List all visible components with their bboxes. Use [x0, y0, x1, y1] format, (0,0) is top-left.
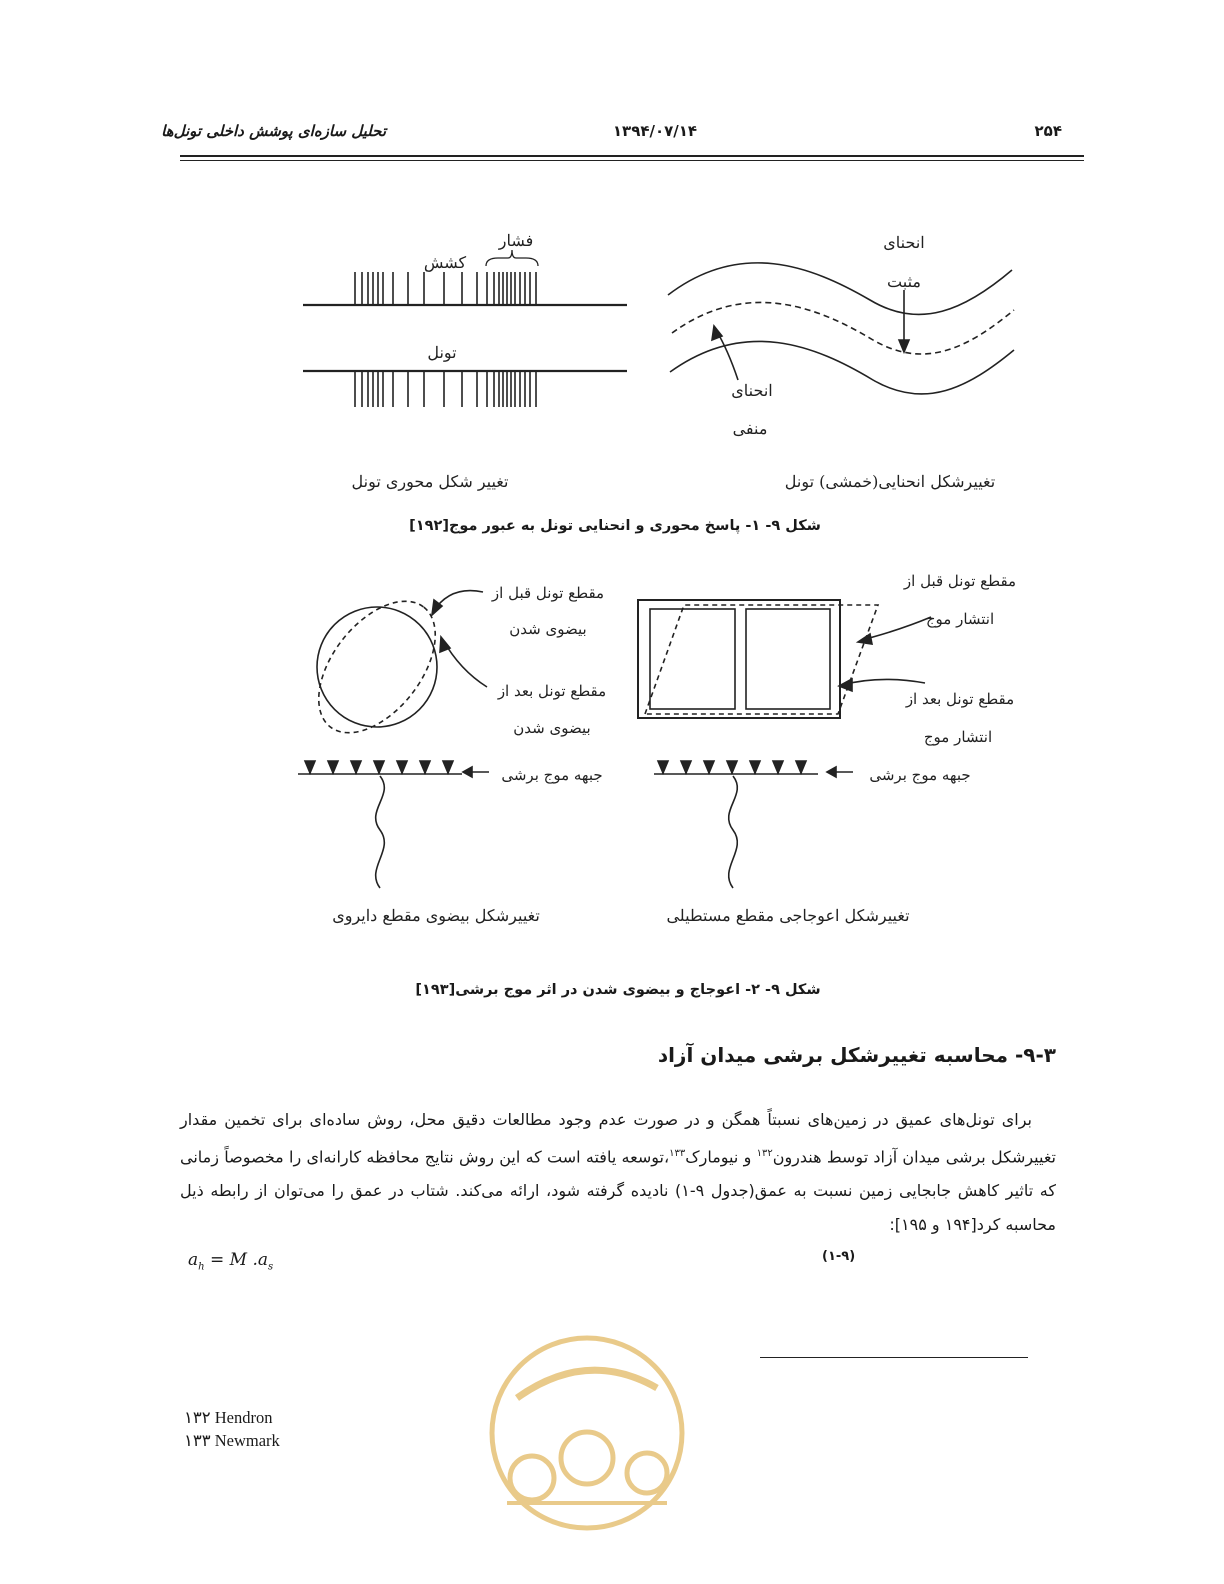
ovaling-wave-label: جبهه موج برشی: [501, 766, 603, 784]
ovaling-subtitle: تغییرشکل بیضوی مقطع دایروی: [332, 906, 540, 925]
equation: $a_h = M$ $.a_s$: [188, 1250, 274, 1273]
figure-2-caption: شکل ۹- ۲- اعوجاج و بیضوی شدن در اثر موج برشی[۱۹۳]: [415, 982, 821, 998]
footnote-ref-133[interactable]: ۱۳۳: [669, 1148, 686, 1159]
footnotes: [184, 1406, 280, 1452]
racking-before-1: مقطع تونل قبل از: [903, 572, 1017, 590]
compression-brace: [486, 250, 538, 266]
header-date: ۱۳۹۴/۰۷/۱۴: [612, 122, 698, 140]
label-compression: فشار: [498, 231, 534, 250]
axial-ticks-top: [355, 272, 536, 305]
racking-subtitle: تغییرشکل اعوجاجی مقطع مستطیلی: [666, 906, 910, 925]
page-number: ۲۵۴: [1034, 122, 1062, 140]
paragraph-text-a: برای تونل‌های عمیق در زمین‌های نسبتاً همگن و در صورت عدم وجود مطالعات دقیق محل، روش ساده‌ای برای تخمین مقدار تغییرشکل برشی میدان آزاد توسط هندرون: [180, 1110, 1057, 1167]
equation-number: (۱-۹): [822, 1249, 856, 1264]
label-positive-curvature-1: انحنای: [883, 233, 925, 252]
racking-wave-label: جبهه موج برشی: [869, 766, 971, 784]
figure-1-caption: شکل ۹- ۱- پاسخ محوری و انحنایی تونل به عبور موج[۱۹۲]: [409, 518, 821, 534]
paragraph-text-b: و نیومارک: [685, 1147, 757, 1167]
ovaling-before-2: بیضوی شدن: [509, 620, 587, 638]
racking-before-2: انتشار موج: [925, 610, 995, 628]
paragraph-text-c: ،توسعه یافته است که این روش نتایج محافظه کارانه‌ای را مخصوصاً زمانی که تاثیر کاهش جابجایی زمین نسبت به عمق(جدول ۹-۱) نادیده گرفته شود، ارائه می‌کند. شتاب در عمق را می‌توان از رابطه ذیل محاسبه کرد[۱۹۴ و ۱۹۵]:: [180, 1147, 1057, 1235]
racking-after-2: انتشار موج: [923, 728, 993, 746]
figure-1: [0, 0, 1224, 520]
racking-diagram: [638, 600, 931, 888]
ovaling-after-1: مقطع تونل بعد از: [497, 682, 607, 700]
axial-deformation-diagram: [303, 250, 627, 407]
ovaling-diagram: [296, 580, 489, 888]
running-title: تحلیل سازه‌ای پوشش داخلی تونل‌ها: [161, 122, 386, 140]
section-title: ۹-۳- محاسبه تغییرشکل برشی میدان آزاد: [657, 1043, 1056, 1067]
ovaling-before-1: مقطع تونل قبل از: [491, 584, 605, 602]
footnote-132: ۱۳۲ Hendron: [184, 1408, 273, 1427]
label-tunnel: تونل: [427, 343, 457, 362]
axial-ticks-bottom: [355, 371, 536, 407]
axial-subtitle: تغییر شکل محوری تونل: [351, 472, 509, 491]
label-negative-curvature-2: منفی: [732, 419, 768, 438]
body-paragraph: [180, 1103, 1056, 1242]
footnote-rule: [760, 1357, 1028, 1358]
seal-watermark-icon: [487, 1328, 687, 1548]
label-tension: کشش: [423, 253, 467, 272]
footnote-133: ۱۳۳ Newmark: [184, 1431, 280, 1450]
footnote-ref-132[interactable]: ۱۳۲: [756, 1148, 773, 1159]
label-positive-curvature-2: مثبت: [887, 272, 921, 291]
ovaling-after-2: بیضوی شدن: [513, 719, 591, 737]
figure-2: [0, 560, 1224, 940]
racking-after-1: مقطع تونل بعد از: [905, 690, 1015, 708]
label-negative-curvature-1: انحنای: [731, 381, 773, 400]
bending-deformation-diagram: [668, 263, 1014, 394]
bending-subtitle: تغییرشکل انحنایی(خمشی) تونل: [784, 472, 996, 491]
